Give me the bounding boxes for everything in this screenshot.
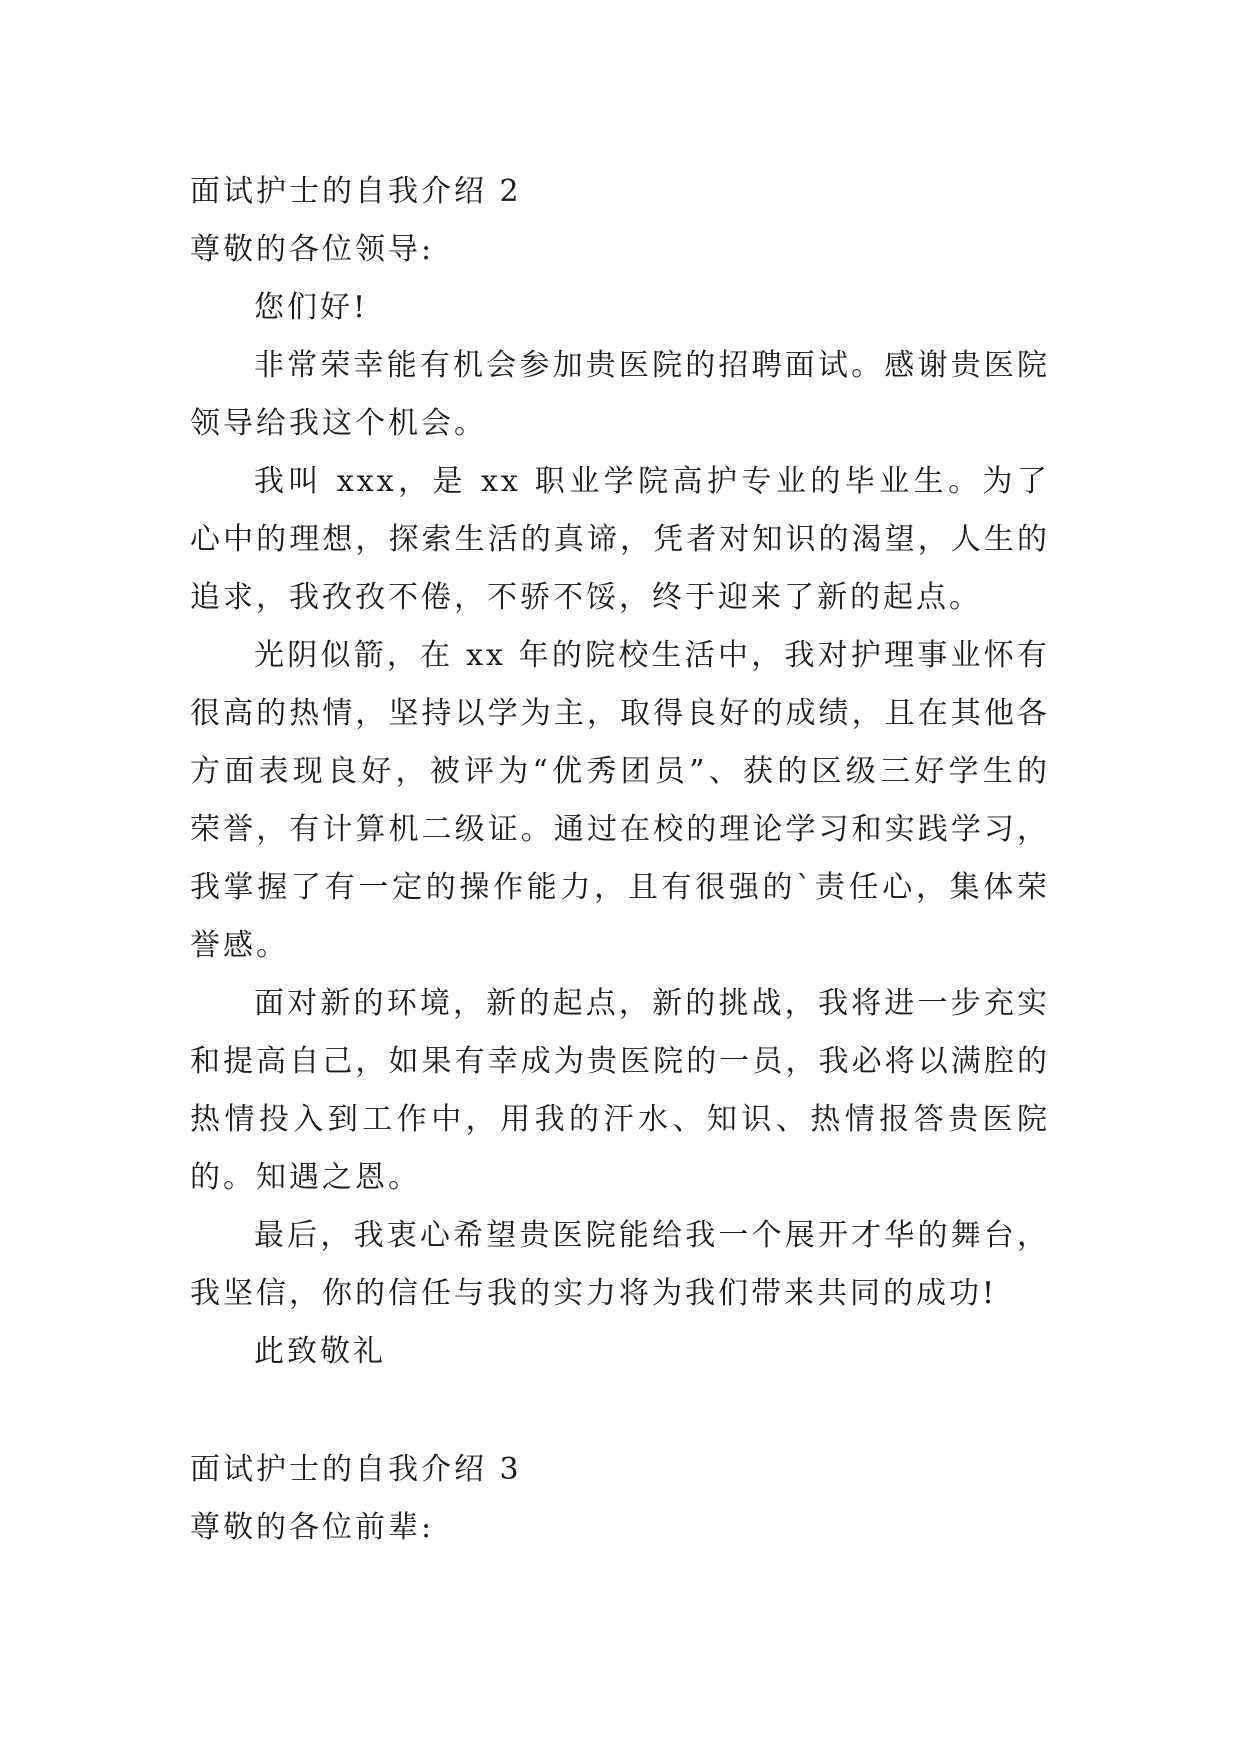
paragraph-conclusion: 最后，我衷心希望贵医院能给我一个展开才华的舞台，我坚信，你的信任与我的实力将为我们带来共同的成功! bbox=[190, 1218, 1050, 1311]
section-2-greeting: 您们好! bbox=[254, 290, 369, 325]
paragraph-introduction: 我叫 xxx，是 xx 职业学院高护专业的毕业生。为了心中的理想，探索生活的真谛，凭者对知识的渴望，人生的追求，我孜孜不倦，不骄不馁，终于迎来了新的起点。 bbox=[190, 464, 1050, 615]
paragraph-thanks: 非常荣幸能有机会参加贵医院的招聘面试。感谢贵医院领导给我这个机会。 bbox=[190, 348, 1050, 441]
document-body bbox=[190, 163, 1050, 1557]
section-2-title: 面试护士的自我介绍 2 bbox=[190, 174, 522, 209]
section-spacer bbox=[190, 1381, 1050, 1441]
section-3-title: 面试护士的自我介绍 3 bbox=[190, 1452, 522, 1487]
section-3-salutation: 尊敬的各位前辈: bbox=[190, 1510, 435, 1545]
section-2-closing: 此致敬礼 bbox=[254, 1334, 386, 1369]
section-2-salutation: 尊敬的各位领导: bbox=[190, 232, 435, 267]
paragraph-commitment: 面对新的环境，新的起点，新的挑战，我将进一步充实和提高自己，如果有幸成为贵医院的一员，我必将以满腔的热情投入到工作中，用我的汗水、知识、热情报答贵医院的。知遇之恩。 bbox=[190, 986, 1050, 1195]
paragraph-achievements: 光阴似箭，在 xx 年的院校生活中，我对护理事业怀有很高的热情，坚持以学为主，取得良好的成绩，且在其他各方面表现良好，被评为“优秀团员”、获的区级三好学生的荣誉，有计算机二级证。通过在校的理论学习和实践学习，我掌握了有一定的操作能力，且有很强的`责任心，集体荣誉感。 bbox=[190, 638, 1050, 963]
